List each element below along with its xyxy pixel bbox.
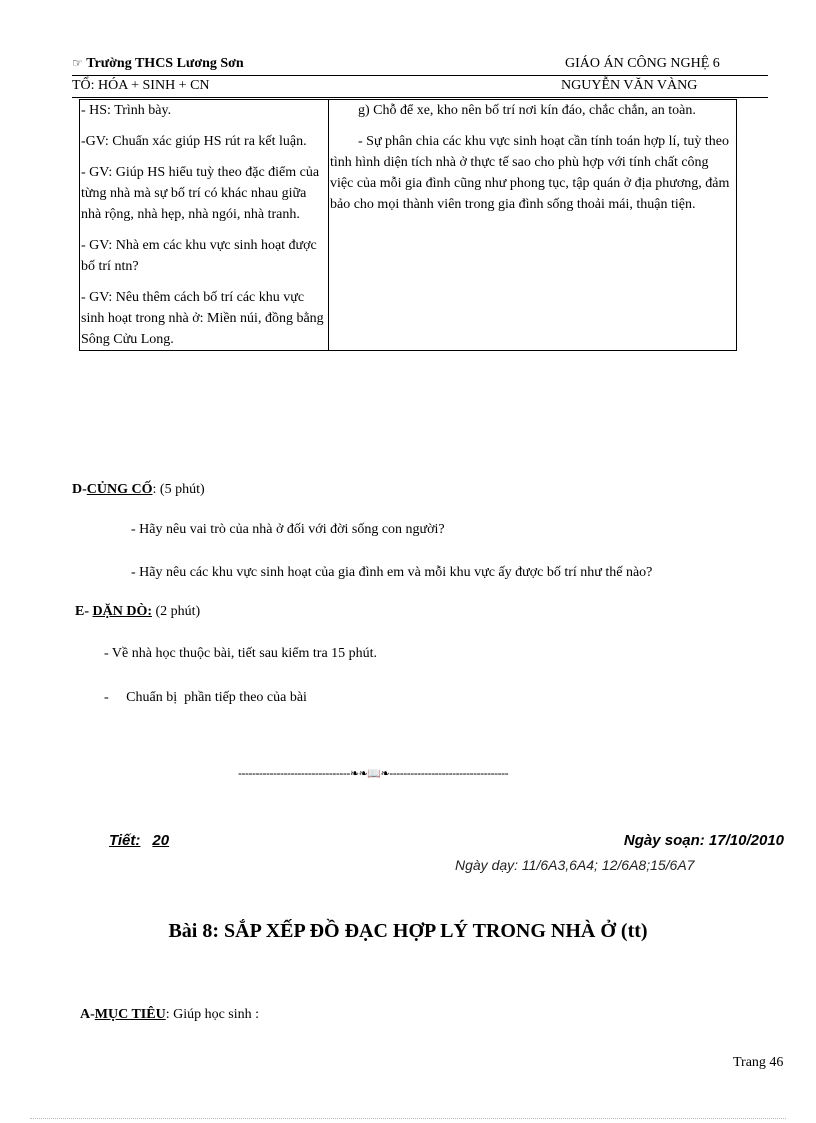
- doc-title: GIÁO ÁN CÔNG NGHỆ 6: [565, 56, 720, 71]
- dan-do-heading: E- DẶN DÒ: (2 phút): [75, 604, 201, 619]
- content-line: g) Chỗ để xe, kho nên bố trí nơi kín đáo, chắc chắn, an toàn.: [358, 103, 696, 118]
- page-bottom-edge: [30, 1118, 786, 1119]
- dan-do-title: DẶN DÒ:: [92, 604, 152, 619]
- cung-co-heading: D-CỦNG CỐ: (5 phút): [72, 482, 205, 497]
- activity-line: - GV: Nhà em các khu vực sinh hoạt được bố trí ntn?: [81, 238, 317, 274]
- teach-dates: Ngày dạy: 11/6A3,6A4; 12/6A8;15/6A7: [455, 857, 695, 873]
- section-divider: --------------------------------❧❧📖❧----------------------------------: [238, 766, 509, 780]
- header-rule-top: [72, 75, 768, 76]
- pointing-hand-icon: ☞: [72, 56, 83, 70]
- homework-item: - Về nhà học thuộc bài, tiết sau kiểm tra 15 phút.: [104, 646, 378, 661]
- prep-date: Ngày soạn: 17/10/2010: [623, 832, 784, 849]
- activity-line: -GV: Chuẩn xác giúp HS rút ra kết luận.: [81, 134, 307, 149]
- teacher-activity-cell: [80, 100, 329, 351]
- review-question: - Hãy nêu các khu vực sinh hoạt của gia đình em và mỗi khu vực ấy được bố trí như thế nào?: [131, 565, 653, 580]
- content-cell: [329, 100, 737, 351]
- cung-co-title: CỦNG CỐ: [86, 482, 153, 497]
- activity-line: - GV: Nêu thêm cách bố trí các khu vực sinh hoạt trong nhà ở: Miền núi, đồng bằng Sông Cửu Long.: [81, 290, 324, 347]
- page-number: Trang 46: [733, 1055, 784, 1070]
- activity-table: [79, 99, 737, 351]
- activity-line: - GV: Giúp HS hiểu tuỳ theo đặc điểm của từng nhà mà sự bố trí có khác nhau giữa nhà rộng, nhà hẹp, nhà ngói, nhà tranh.: [81, 165, 320, 222]
- book-ornament-icon: ❧❧📖❧: [349, 767, 390, 780]
- school-name: Trường THCS Lương Sơn: [86, 56, 244, 71]
- header-rule-bottom: [72, 97, 768, 98]
- period-info: Tiết: 20: [109, 832, 170, 849]
- group-name: TỔ: HÓA + SINH + CN: [72, 78, 210, 93]
- homework-item: - Chuẩn bị phần tiếp theo của bài: [104, 690, 307, 705]
- review-question: - Hãy nêu vai trò của nhà ở đối với đời sống con người?: [131, 522, 445, 537]
- school-header: [72, 56, 244, 72]
- lesson-title: Bài 8: SẮP XẾP ĐỒ ĐẠC HỢP LÝ TRONG NHÀ Ở (tt): [168, 920, 648, 942]
- objectives-heading: A-MỤC TIÊU: Giúp học sinh :: [80, 1007, 260, 1022]
- activity-line: - HS: Trình bày.: [81, 103, 172, 118]
- content-line: - Sự phân chia các khu vực sinh hoạt cần tính toán hợp lí, tuỳ theo tình hình diện tích nhà ở thực tế sao cho phù hợp với tính chất công việc của mỗi gia đình cũng như phong tục, tập quán ở địa phương, đảm bảo cho mọi thành viên trong gia đình sống thoải mái, thuận tiện.: [330, 134, 730, 212]
- teacher-name: NGUYỄN VĂN VÀNG: [561, 78, 698, 93]
- objectives-title: MỤC TIÊU: [94, 1007, 166, 1022]
